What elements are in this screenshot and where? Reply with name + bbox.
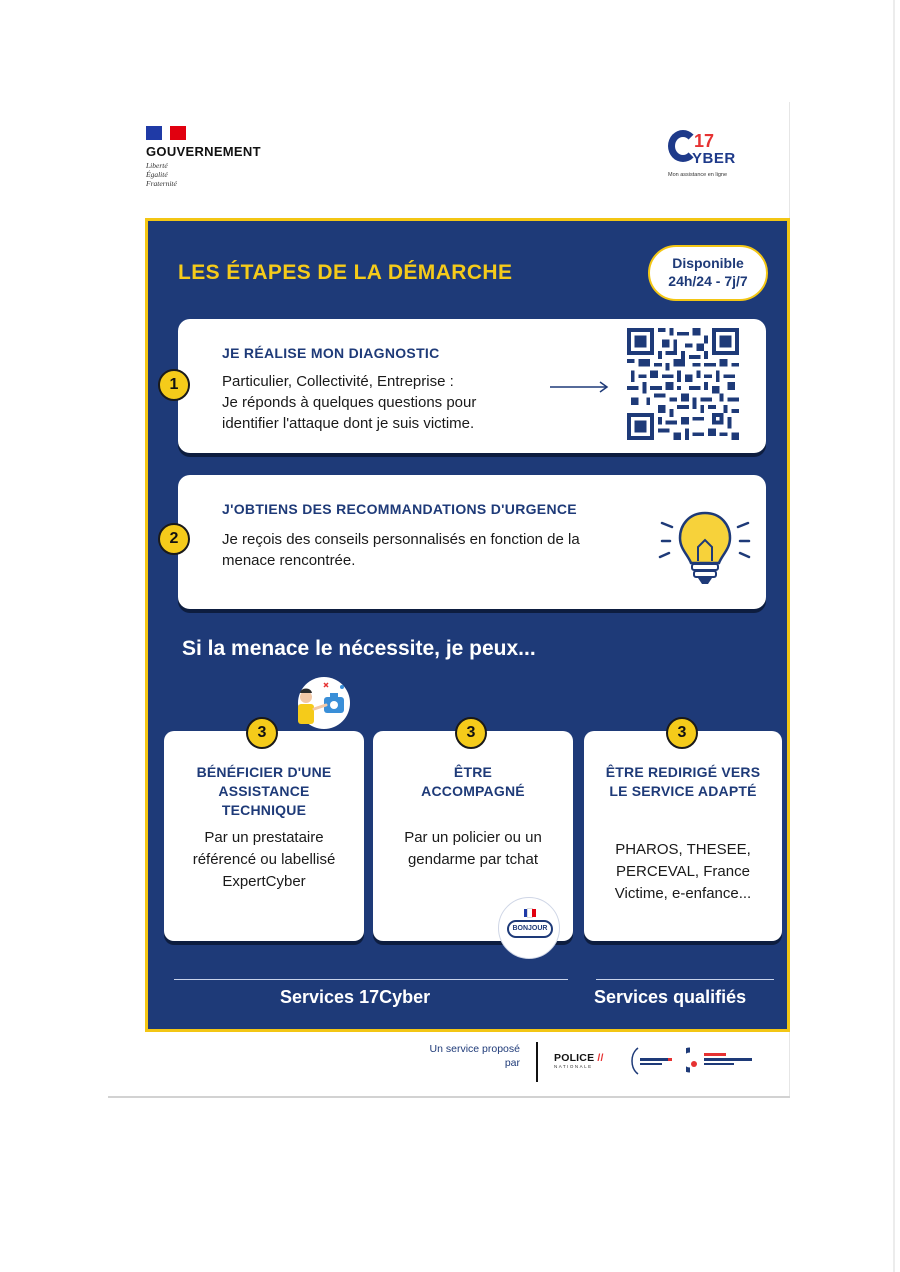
police-nationale-logo (554, 1052, 604, 1064)
service-text-line: PHAROS, THESEE, (615, 841, 751, 858)
gendarmerie-logo-icon (628, 1046, 676, 1076)
proposed-by-line: Un service proposé (429, 1043, 520, 1055)
motto-fraternite: Fraternité (146, 179, 177, 188)
step-title: J'OBTIENS DES RECOMMANDATIONS D'URGENCE (222, 501, 577, 517)
footer-label-qualifies: Services qualifiés (594, 987, 747, 1007)
availability-badge (648, 245, 768, 301)
step-title: JE RÉALISE MON DIAGNOSTIC (222, 345, 440, 361)
service-description (592, 839, 774, 905)
service-text-line: Par un policier ou un (404, 829, 542, 846)
service-title (381, 763, 565, 801)
service-text-line: gendarme par tchat (407, 851, 539, 868)
service-title (592, 763, 774, 801)
service-title-line: ÊTRE (453, 764, 493, 780)
step-line: Je réponds à quelques questions pour (222, 394, 477, 411)
footer-divider (596, 979, 774, 980)
motto-egalite: Égalité (146, 170, 168, 179)
qr-code-icon (627, 327, 739, 441)
footer-label-17cyber: Services 17Cyber (280, 987, 431, 1007)
service-text-line: ExpertCyber (222, 873, 306, 890)
availability-line-2: 24h/24 - 7j/7 (668, 273, 748, 289)
arrow-right-icon (550, 381, 610, 393)
french-flag-icon (524, 909, 536, 917)
steps-poster (145, 218, 790, 1032)
service-title-line: TECHNIQUE (221, 802, 307, 818)
step-line: Je reçois des conseils personnalisés en fonction de la (222, 531, 580, 548)
poster-title: LES ÉTAPES DE LA DÉMARCHE (178, 261, 513, 284)
cyber-logo-word: YBER (692, 150, 736, 167)
service-number-badge: 3 (666, 717, 698, 749)
availability-line-1: Disponible (672, 255, 744, 271)
service-text-line: référencé ou labellisé (192, 851, 336, 868)
footer-divider (174, 979, 568, 980)
partners-row (408, 1040, 768, 1084)
17cyber-logo (664, 128, 754, 188)
service-title-line: ÊTRE REDIRIGÉ VERS (605, 764, 761, 780)
poster-subtitle: Si la menace le nécessite, je peux... (182, 637, 536, 660)
cybermalveillance-logo-icon (686, 1044, 756, 1076)
step-line: Particulier, Collectivité, Entreprise : (222, 373, 454, 390)
step-number-badge: 1 (158, 369, 190, 401)
motto-liberte: Liberté (146, 161, 168, 170)
service-number-badge: 3 (455, 717, 487, 749)
cyber-logo-number: 17 (694, 131, 715, 151)
service-text-line: PERCEVAL, France (616, 863, 750, 880)
service-description (381, 827, 565, 871)
step-line: menace rencontrée. (222, 552, 356, 569)
lightbulb-icon (658, 497, 753, 589)
french-flag-icon (146, 126, 186, 140)
cyber-logo-tagline: Mon assistance en ligne (668, 172, 728, 178)
step-card-diagnostic (169, 319, 766, 453)
service-title-line: ACCOMPAGNÉ (421, 783, 525, 799)
proposed-by-line: par (504, 1057, 520, 1069)
service-text-line: Par un prestataire (204, 829, 324, 846)
police-nationale-sub: NATIONALE (554, 1064, 593, 1069)
sheet-bottom-edge (108, 1096, 790, 1098)
technician-icon (284, 677, 356, 733)
step-card-recommandations (169, 475, 766, 609)
service-text-line: Victime, e-enfance... (614, 885, 752, 902)
proposed-by-text (408, 1042, 520, 1070)
step-description (222, 529, 642, 571)
service-number-badge: 3 (246, 717, 278, 749)
police-label: POLICE (554, 1052, 595, 1064)
step-line: identifier l'attaque dont je suis victime. (222, 415, 475, 432)
step-number-badge: 2 (158, 523, 190, 555)
service-title-line: ASSISTANCE (218, 783, 310, 799)
service-card-assistance-technique (164, 724, 364, 941)
step-description (222, 371, 532, 434)
chat-bubble-icon (498, 897, 560, 959)
partners-separator (536, 1042, 538, 1082)
bonjour-label: BONJOUR (507, 920, 553, 938)
government-title: GOUVERNEMENT (146, 144, 261, 159)
government-logo (146, 126, 296, 188)
government-motto (146, 161, 296, 188)
scan-page-edge (893, 0, 895, 1272)
police-slash-icon: // (597, 1052, 604, 1064)
service-title-line: LE SERVICE ADAPTÉ (609, 783, 757, 799)
service-card-redirige (584, 724, 782, 941)
service-title (172, 763, 356, 820)
service-description (172, 827, 356, 893)
service-title-line: BÉNÉFICIER D'UNE (196, 764, 332, 780)
